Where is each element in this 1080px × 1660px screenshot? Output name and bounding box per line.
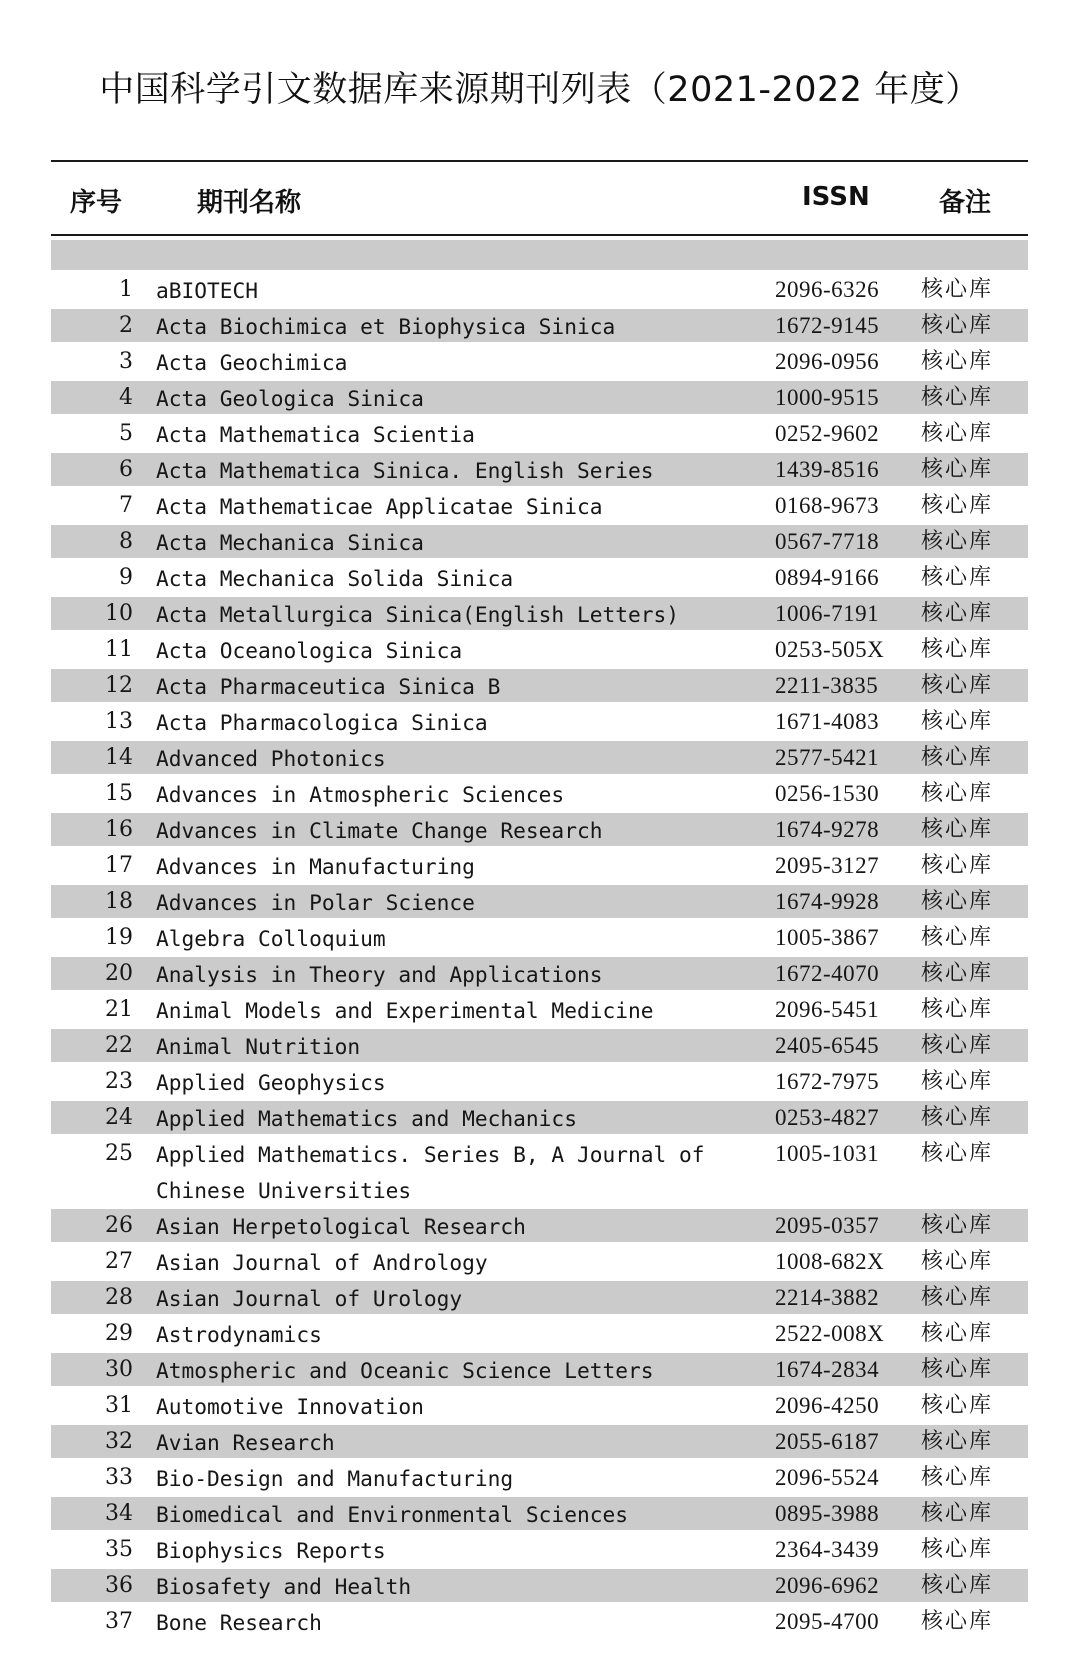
cell-issn: 2214-3882 — [775, 1285, 880, 1310]
cell-serial-number: 10 — [105, 601, 133, 626]
cell-journal-name: Acta Pharmacologica Sinica — [156, 710, 488, 735]
table-row — [51, 489, 1028, 525]
cell-issn: 0253-4827 — [775, 1105, 880, 1130]
cell-journal-name: Acta Mathematicae Applicatae Sinica — [156, 494, 603, 519]
cell-remarks: 核心库 — [921, 637, 994, 662]
table-spacer-row — [51, 240, 1028, 273]
cell-serial-number: 1 — [119, 277, 133, 302]
cell-journal-name: Algebra Colloquium — [156, 926, 386, 951]
cell-issn: 0256-1530 — [775, 781, 880, 806]
cell-remarks: 核心库 — [921, 781, 994, 806]
cell-remarks: 核心库 — [921, 1501, 994, 1526]
cell-journal-name: aBIOTECH — [156, 278, 259, 303]
cell-serial-number: 14 — [105, 745, 133, 770]
cell-issn: 2096-5524 — [775, 1465, 880, 1490]
cell-serial-number: 5 — [119, 421, 133, 446]
cell-issn: 1005-1031 — [775, 1141, 880, 1166]
cell-journal-name: Biosafety and Health — [156, 1574, 412, 1599]
cell-journal-name: Acta Oceanologica Sinica — [156, 638, 463, 663]
cell-journal-name: Bone Research — [156, 1610, 322, 1635]
cell-journal-name: Acta Metallurgica Sinica(English Letters) — [156, 602, 679, 627]
cell-journal-name: Acta Mathematica Sinica. English Series — [156, 458, 654, 483]
cell-remarks: 核心库 — [921, 457, 994, 482]
table-row — [51, 345, 1028, 381]
cell-serial-number: 15 — [105, 781, 133, 806]
cell-issn: 1005-3867 — [775, 925, 880, 950]
header-serial-number: 序号 — [70, 188, 123, 218]
cell-issn: 2096-6326 — [775, 277, 880, 302]
cell-issn: 0253-505X — [775, 637, 885, 662]
cell-serial-number: 19 — [105, 925, 133, 950]
table-row — [51, 453, 1028, 489]
cell-remarks: 核心库 — [921, 709, 994, 734]
cell-serial-number: 9 — [119, 565, 133, 590]
cell-remarks: 核心库 — [921, 601, 994, 626]
table-row — [51, 273, 1028, 309]
cell-issn: 2405-6545 — [775, 1033, 880, 1058]
cell-issn: 2096-6962 — [775, 1573, 880, 1598]
cell-issn: 1006-7191 — [775, 601, 880, 626]
cell-remarks: 核心库 — [921, 1537, 994, 1562]
table-row — [51, 1497, 1028, 1533]
cell-journal-name: Avian Research — [156, 1430, 335, 1455]
header-journal-name: 期刊名称 — [197, 188, 302, 218]
cell-remarks: 核心库 — [921, 1393, 994, 1418]
cell-issn: 0895-3988 — [775, 1501, 880, 1526]
cell-serial-number: 27 — [105, 1249, 133, 1274]
cell-remarks: 核心库 — [921, 1465, 994, 1490]
table-row — [51, 417, 1028, 453]
cell-serial-number: 37 — [105, 1609, 133, 1634]
table-row — [51, 1065, 1028, 1101]
cell-journal-name: Acta Pharmaceutica Sinica B — [156, 674, 501, 699]
table-row — [51, 813, 1028, 849]
cell-remarks: 核心库 — [921, 493, 994, 518]
table-row — [51, 1101, 1028, 1137]
cell-remarks: 核心库 — [921, 349, 994, 374]
journal-table — [51, 160, 1028, 1640]
cell-issn: 1674-9928 — [775, 889, 880, 914]
cell-remarks: 核心库 — [921, 997, 994, 1022]
cell-serial-number: 13 — [105, 709, 133, 734]
cell-remarks: 核心库 — [921, 1249, 994, 1274]
cell-issn: 2364-3439 — [775, 1537, 880, 1562]
cell-remarks: 核心库 — [921, 565, 994, 590]
table-row — [51, 741, 1028, 777]
cell-remarks: 核心库 — [921, 1213, 994, 1238]
table-body — [51, 273, 1028, 1641]
cell-remarks: 核心库 — [921, 1033, 994, 1058]
cell-issn: 2211-3835 — [775, 673, 879, 698]
cell-remarks: 核心库 — [921, 673, 994, 698]
table-row — [51, 921, 1028, 957]
table-row — [51, 1533, 1028, 1569]
cell-journal-name: Acta Mechanica Sinica — [156, 530, 424, 555]
cell-remarks: 核心库 — [921, 1105, 994, 1130]
cell-remarks: 核心库 — [921, 925, 994, 950]
cell-issn: 1439-8516 — [775, 457, 880, 482]
cell-journal-name: Biomedical and Environmental Sciences — [156, 1502, 628, 1527]
cell-journal-name: Analysis in Theory and Applications — [156, 962, 603, 987]
header-remarks: 备注 — [939, 188, 992, 218]
table-row — [51, 1209, 1028, 1245]
table-row — [51, 849, 1028, 885]
cell-remarks: 核心库 — [921, 421, 994, 446]
cell-remarks: 核心库 — [921, 313, 994, 338]
table-row — [51, 1245, 1028, 1281]
cell-remarks: 核心库 — [921, 961, 994, 986]
cell-serial-number: 6 — [119, 457, 133, 482]
cell-journal-name: Acta Geologica Sinica — [156, 386, 424, 411]
cell-journal-name: Asian Journal of Andrology — [156, 1250, 488, 1275]
cell-issn: 1008-682X — [775, 1249, 885, 1274]
cell-journal-name: Advances in Atmospheric Sciences — [156, 782, 565, 807]
cell-serial-number: 17 — [105, 853, 133, 878]
table-row — [51, 1317, 1028, 1353]
cell-journal-name: Bio-Design and Manufacturing — [156, 1466, 514, 1491]
cell-serial-number: 26 — [105, 1213, 133, 1238]
cell-journal-name: Acta Mechanica Solida Sinica — [156, 566, 514, 591]
cell-remarks: 核心库 — [921, 277, 994, 302]
table-row — [51, 1029, 1028, 1065]
cell-issn: 2095-4700 — [775, 1609, 880, 1634]
cell-serial-number: 12 — [105, 673, 133, 698]
cell-remarks: 核心库 — [921, 385, 994, 410]
table-row — [51, 1569, 1028, 1605]
cell-remarks: 核心库 — [921, 1321, 994, 1346]
cell-remarks: 核心库 — [921, 529, 994, 554]
cell-issn: 2096-5451 — [775, 997, 880, 1022]
table-row — [51, 705, 1028, 741]
cell-issn: 2096-0956 — [775, 349, 880, 374]
cell-serial-number: 34 — [105, 1501, 133, 1526]
cell-remarks: 核心库 — [921, 1429, 994, 1454]
cell-serial-number: 32 — [105, 1429, 133, 1454]
cell-serial-number: 35 — [105, 1537, 133, 1562]
cell-remarks: 核心库 — [921, 1141, 994, 1166]
cell-journal-name: Biophysics Reports — [156, 1538, 386, 1563]
table-row — [51, 1461, 1028, 1497]
cell-issn: 2095-3127 — [775, 853, 880, 878]
cell-serial-number: 21 — [105, 997, 133, 1022]
table-row — [51, 885, 1028, 921]
cell-journal-name: Atmospheric and Oceanic Science Letters — [156, 1358, 654, 1383]
cell-issn: 0168-9673 — [775, 493, 880, 518]
cell-journal-name: Applied Mathematics. Series B, A Journal of Chinese Universities — [156, 1142, 718, 1203]
cell-remarks: 核心库 — [921, 745, 994, 770]
cell-journal-name: Astrodynamics — [156, 1322, 322, 1347]
cell-journal-name: Applied Geophysics — [156, 1070, 386, 1095]
cell-serial-number: 25 — [105, 1141, 133, 1166]
cell-serial-number: 36 — [105, 1573, 133, 1598]
cell-issn: 2522-008X — [775, 1321, 885, 1346]
cell-issn: 0894-9166 — [775, 565, 880, 590]
table-row — [51, 777, 1028, 813]
cell-remarks: 核心库 — [921, 889, 994, 914]
cell-issn: 1000-9515 — [775, 385, 880, 410]
cell-issn: 2055-6187 — [775, 1429, 880, 1454]
cell-journal-name: Advances in Climate Change Research — [156, 818, 603, 843]
cell-journal-name: Acta Geochimica — [156, 350, 348, 375]
cell-issn: 1672-9145 — [775, 313, 880, 338]
table-row — [51, 1137, 1028, 1209]
cell-issn: 1672-4070 — [775, 961, 880, 986]
cell-remarks: 核心库 — [921, 853, 994, 878]
cell-serial-number: 7 — [119, 493, 133, 518]
header-issn: ISSN — [802, 182, 870, 212]
table-header — [51, 162, 1028, 236]
page-title: 中国科学引文数据库来源期刊列表（2021-2022 年度） — [99, 70, 981, 110]
table-row — [51, 1425, 1028, 1461]
table-row — [51, 633, 1028, 669]
table-row — [51, 993, 1028, 1029]
cell-journal-name: Automotive Innovation — [156, 1394, 424, 1419]
cell-remarks: 核心库 — [921, 1069, 994, 1094]
cell-journal-name: Acta Biochimica et Biophysica Sinica — [156, 314, 616, 339]
cell-issn: 1671-4083 — [775, 709, 880, 734]
cell-remarks: 核心库 — [921, 1285, 994, 1310]
table-row — [51, 597, 1028, 633]
cell-serial-number: 8 — [119, 529, 133, 554]
cell-issn: 1674-9278 — [775, 817, 880, 842]
table-row — [51, 1281, 1028, 1317]
cell-serial-number: 16 — [105, 817, 133, 842]
cell-serial-number: 31 — [105, 1393, 133, 1418]
cell-serial-number: 22 — [105, 1033, 133, 1058]
cell-journal-name: Advanced Photonics — [156, 746, 386, 771]
table-row — [51, 381, 1028, 417]
cell-remarks: 核心库 — [921, 1609, 994, 1634]
cell-journal-name: Applied Mathematics and Mechanics — [156, 1106, 577, 1131]
cell-serial-number: 30 — [105, 1357, 133, 1382]
cell-issn: 2095-0357 — [775, 1213, 880, 1238]
table-row — [51, 309, 1028, 345]
cell-journal-name: Asian Herpetological Research — [156, 1214, 526, 1239]
cell-issn: 2577-5421 — [775, 745, 880, 770]
cell-serial-number: 33 — [105, 1465, 133, 1490]
cell-serial-number: 28 — [105, 1285, 133, 1310]
cell-remarks: 核心库 — [921, 817, 994, 842]
cell-journal-name: Asian Journal of Urology — [156, 1286, 463, 1311]
cell-serial-number: 4 — [119, 385, 133, 410]
table-row — [51, 957, 1028, 993]
cell-serial-number: 2 — [119, 313, 133, 338]
cell-serial-number: 29 — [105, 1321, 133, 1346]
table-row — [51, 561, 1028, 597]
cell-serial-number: 18 — [105, 889, 133, 914]
cell-serial-number: 23 — [105, 1069, 133, 1094]
cell-journal-name: Acta Mathematica Scientia — [156, 422, 475, 447]
table-row — [51, 1389, 1028, 1425]
cell-remarks: 核心库 — [921, 1357, 994, 1382]
cell-issn: 0567-7718 — [775, 529, 880, 554]
cell-issn: 1672-7975 — [775, 1069, 880, 1094]
cell-remarks: 核心库 — [921, 1573, 994, 1598]
cell-issn: 1674-2834 — [775, 1357, 880, 1382]
cell-issn: 0252-9602 — [775, 421, 880, 446]
table-row — [51, 669, 1028, 705]
cell-journal-name: Animal Models and Experimental Medicine — [156, 998, 654, 1023]
cell-journal-name: Advances in Polar Science — [156, 890, 475, 915]
table-row — [51, 1605, 1028, 1641]
cell-issn: 2096-4250 — [775, 1393, 880, 1418]
cell-journal-name: Animal Nutrition — [156, 1034, 361, 1059]
table-row — [51, 525, 1028, 561]
cell-serial-number: 11 — [105, 637, 133, 662]
cell-journal-name: Advances in Manufacturing — [156, 854, 475, 879]
cell-serial-number: 20 — [105, 961, 133, 986]
cell-serial-number: 3 — [119, 349, 133, 374]
table-row — [51, 1353, 1028, 1389]
cell-serial-number: 24 — [105, 1105, 133, 1130]
